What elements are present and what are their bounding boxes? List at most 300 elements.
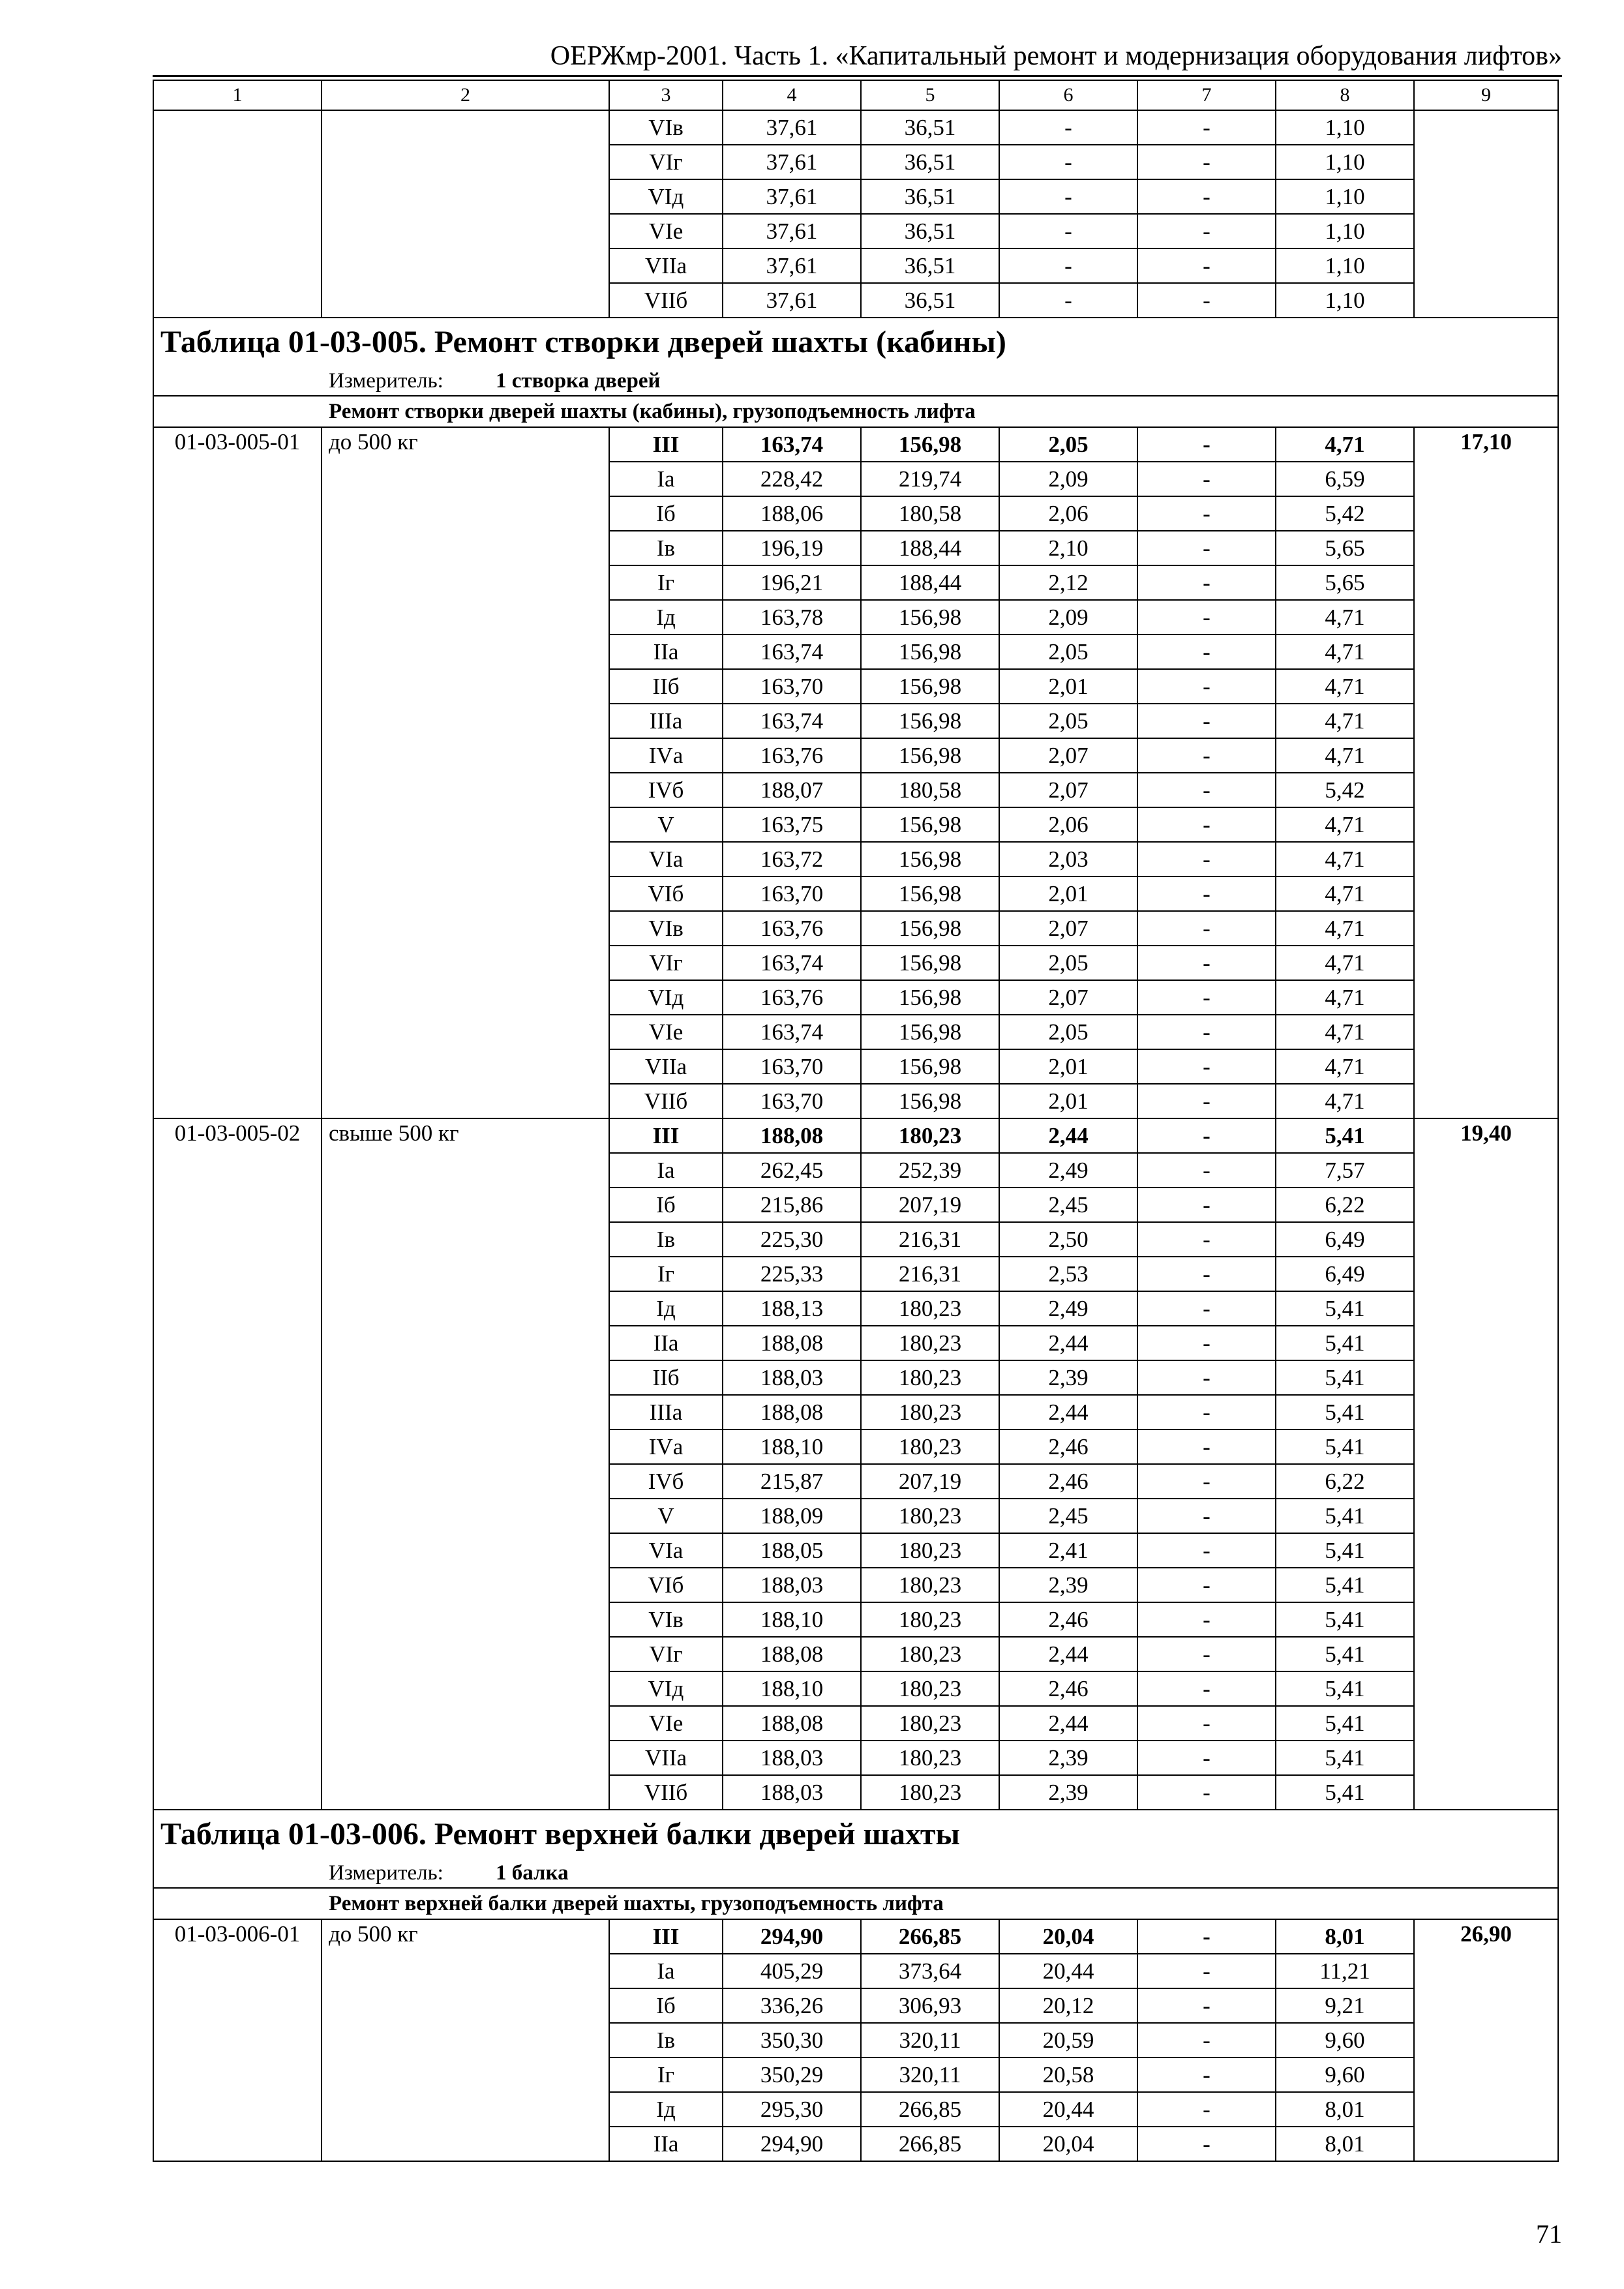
value-cell: 7,57 bbox=[1276, 1153, 1414, 1188]
value-cell: 180,23 bbox=[861, 1671, 999, 1706]
value-cell: 20,59 bbox=[999, 2023, 1137, 2057]
value-cell: - bbox=[1137, 1602, 1276, 1637]
value-cell: - bbox=[1137, 1222, 1276, 1257]
value-cell: VIIб bbox=[609, 283, 723, 318]
value-cell: 219,74 bbox=[861, 462, 999, 496]
value-cell: 8,01 bbox=[1276, 2092, 1414, 2127]
value-cell: 2,39 bbox=[999, 1741, 1137, 1775]
value-cell: 180,23 bbox=[861, 1499, 999, 1533]
value-cell: 180,23 bbox=[861, 1741, 999, 1775]
value-cell: 2,07 bbox=[999, 980, 1137, 1015]
value-cell: 350,29 bbox=[723, 2057, 861, 2092]
value-cell: VIа bbox=[609, 842, 723, 876]
value-cell: 225,30 bbox=[723, 1222, 861, 1257]
value-cell: 4,71 bbox=[1276, 1049, 1414, 1084]
value-cell: 20,04 bbox=[999, 2127, 1137, 2161]
value-cell: - bbox=[1137, 669, 1276, 704]
value-cell: - bbox=[1137, 876, 1276, 911]
value-cell: 156,98 bbox=[861, 1015, 999, 1049]
value-cell: VIIа bbox=[609, 1741, 723, 1775]
value-cell: Iа bbox=[609, 1954, 723, 1988]
value-cell: 9,60 bbox=[1276, 2023, 1414, 2057]
value-cell: 266,85 bbox=[861, 1919, 999, 1954]
value-cell: 2,10 bbox=[999, 531, 1137, 565]
value-cell: - bbox=[1137, 462, 1276, 496]
value-cell: IIа bbox=[609, 1326, 723, 1360]
value-cell: V bbox=[609, 807, 723, 842]
value-cell: III bbox=[609, 1118, 723, 1153]
value-cell: - bbox=[1137, 1533, 1276, 1568]
column-number: 9 bbox=[1414, 80, 1558, 110]
value-cell: - bbox=[1137, 1118, 1276, 1153]
value-cell: 163,74 bbox=[723, 1015, 861, 1049]
value-cell: 2,03 bbox=[999, 842, 1137, 876]
measure-label: Измеритель: bbox=[329, 369, 444, 393]
value-cell: 320,11 bbox=[861, 2057, 999, 2092]
value-cell: 188,07 bbox=[723, 773, 861, 807]
item-name: свыше 500 кг bbox=[322, 1118, 609, 1810]
value-cell: 156,98 bbox=[861, 911, 999, 946]
value-cell: 5,41 bbox=[1276, 1360, 1414, 1395]
value-cell: - bbox=[1137, 248, 1276, 283]
item-code: 01-03-006-01 bbox=[153, 1919, 322, 2161]
value-cell: 20,58 bbox=[999, 2057, 1137, 2092]
value-cell: 4,71 bbox=[1276, 635, 1414, 669]
item-name: до 500 кг bbox=[322, 427, 609, 1118]
value-cell: 163,70 bbox=[723, 1049, 861, 1084]
value-cell: 2,01 bbox=[999, 669, 1137, 704]
value-cell: 4,71 bbox=[1276, 669, 1414, 704]
value-cell: 207,19 bbox=[861, 1464, 999, 1499]
value-cell: 188,06 bbox=[723, 496, 861, 531]
value-cell: 180,23 bbox=[861, 1568, 999, 1602]
item-code: 01-03-005-02 bbox=[153, 1118, 322, 1810]
value-cell: - bbox=[1137, 1291, 1276, 1326]
price-table bbox=[153, 80, 1559, 2162]
value-cell: VIг bbox=[609, 946, 723, 980]
value-cell: 5,41 bbox=[1276, 1533, 1414, 1568]
running-header: ОЕРЖмр-2001. Часть 1. «Капитальный ремонт и модернизация оборудования лифтов» bbox=[550, 41, 1562, 71]
value-cell: 252,39 bbox=[861, 1153, 999, 1188]
value-cell: 6,59 bbox=[1276, 462, 1414, 496]
value-cell: - bbox=[1137, 635, 1276, 669]
value-cell: V bbox=[609, 1499, 723, 1533]
value-cell: - bbox=[1137, 842, 1276, 876]
value-cell: 36,51 bbox=[861, 283, 999, 318]
value-cell: - bbox=[1137, 946, 1276, 980]
value-cell: 5,41 bbox=[1276, 1326, 1414, 1360]
column-number: 6 bbox=[999, 80, 1137, 110]
value-cell: 1,10 bbox=[1276, 283, 1414, 318]
value-cell: 156,98 bbox=[861, 635, 999, 669]
value-cell: 180,23 bbox=[861, 1326, 999, 1360]
value-cell: 295,30 bbox=[723, 2092, 861, 2127]
value-cell: - bbox=[1137, 1257, 1276, 1291]
value-cell: IVа bbox=[609, 738, 723, 773]
value-cell: 2,05 bbox=[999, 1015, 1137, 1049]
value-cell: 180,23 bbox=[861, 1360, 999, 1395]
value-cell: 2,07 bbox=[999, 738, 1137, 773]
value-cell: 188,08 bbox=[723, 1395, 861, 1429]
value-cell: 163,74 bbox=[723, 946, 861, 980]
value-cell: 9,21 bbox=[1276, 1988, 1414, 2023]
value-cell: 405,29 bbox=[723, 1954, 861, 1988]
value-cell: 5,65 bbox=[1276, 565, 1414, 600]
value-cell: Iв bbox=[609, 531, 723, 565]
value-cell: 188,05 bbox=[723, 1533, 861, 1568]
value-cell: - bbox=[1137, 600, 1276, 635]
value-cell: Iб bbox=[609, 1988, 723, 2023]
value-cell: - bbox=[1137, 1637, 1276, 1671]
item-name: до 500 кг bbox=[322, 1919, 609, 2161]
value-cell: 1,10 bbox=[1276, 214, 1414, 248]
value-cell: 163,76 bbox=[723, 980, 861, 1015]
value-cell: 215,86 bbox=[723, 1188, 861, 1222]
value-cell: 320,11 bbox=[861, 2023, 999, 2057]
value-cell: IIIа bbox=[609, 704, 723, 738]
value-cell: - bbox=[1137, 1954, 1276, 1988]
value-cell: 2,05 bbox=[999, 946, 1137, 980]
value-cell: 163,74 bbox=[723, 635, 861, 669]
value-cell: 5,42 bbox=[1276, 773, 1414, 807]
value-cell: 6,49 bbox=[1276, 1222, 1414, 1257]
value-cell: - bbox=[1137, 1084, 1276, 1118]
value-cell: 4,71 bbox=[1276, 842, 1414, 876]
value-cell: 156,98 bbox=[861, 1084, 999, 1118]
value-cell: 180,23 bbox=[861, 1637, 999, 1671]
value-cell: 156,98 bbox=[861, 600, 999, 635]
value-cell: 2,44 bbox=[999, 1326, 1137, 1360]
section-subheader-row bbox=[153, 396, 1558, 427]
value-cell: Iд bbox=[609, 600, 723, 635]
value-cell: 156,98 bbox=[861, 669, 999, 704]
measure-cell bbox=[153, 367, 1558, 396]
measure-cell bbox=[153, 1859, 1558, 1888]
value-cell: VIб bbox=[609, 1568, 723, 1602]
value-cell: 163,78 bbox=[723, 600, 861, 635]
value-cell: - bbox=[1137, 1499, 1276, 1533]
value-cell: 215,87 bbox=[723, 1464, 861, 1499]
value-cell: Iв bbox=[609, 2023, 723, 2057]
value-cell: 2,44 bbox=[999, 1637, 1137, 1671]
section-subheader-row bbox=[153, 1888, 1558, 1919]
measure-value: 1 створка дверей bbox=[496, 369, 661, 393]
value-cell: - bbox=[1137, 1568, 1276, 1602]
value-cell: 336,26 bbox=[723, 1988, 861, 2023]
name-cell bbox=[322, 110, 609, 318]
value-cell: 9,60 bbox=[1276, 2057, 1414, 2092]
value-cell: 5,41 bbox=[1276, 1568, 1414, 1602]
value-cell: 36,51 bbox=[861, 110, 999, 145]
value-cell: 20,44 bbox=[999, 1954, 1137, 1988]
table-title-row bbox=[153, 1810, 1558, 1859]
value-cell: 4,71 bbox=[1276, 427, 1414, 462]
value-cell: 156,98 bbox=[861, 704, 999, 738]
value-cell: 2,49 bbox=[999, 1291, 1137, 1326]
value-cell: - bbox=[1137, 565, 1276, 600]
value-cell: 2,50 bbox=[999, 1222, 1137, 1257]
item-main-row bbox=[153, 1118, 1558, 1153]
table-title: Таблица 01-03-006. Ремонт верхней балки дверей шахты bbox=[153, 1810, 1558, 1859]
column-number: 1 bbox=[153, 80, 322, 110]
value-cell: 180,23 bbox=[861, 1429, 999, 1464]
value-cell: 196,21 bbox=[723, 565, 861, 600]
value-cell: 37,61 bbox=[723, 179, 861, 214]
value-cell: 6,49 bbox=[1276, 1257, 1414, 1291]
value-cell: IIб bbox=[609, 669, 723, 704]
value-cell: 2,39 bbox=[999, 1360, 1137, 1395]
value-cell: 188,08 bbox=[723, 1326, 861, 1360]
value-cell: VIа bbox=[609, 1533, 723, 1568]
value-cell: IVб bbox=[609, 773, 723, 807]
value-cell: 2,12 bbox=[999, 565, 1137, 600]
value-cell: - bbox=[1137, 1395, 1276, 1429]
value-cell: VIIб bbox=[609, 1084, 723, 1118]
value-cell: 5,41 bbox=[1276, 1775, 1414, 1810]
table-row bbox=[153, 110, 1558, 145]
value-cell: 156,98 bbox=[861, 946, 999, 980]
value-cell: 2,06 bbox=[999, 807, 1137, 842]
value-cell: 36,51 bbox=[861, 179, 999, 214]
value-cell: Iб bbox=[609, 496, 723, 531]
value-cell: 350,30 bbox=[723, 2023, 861, 2057]
value-cell: - bbox=[1137, 1360, 1276, 1395]
value-cell: 4,71 bbox=[1276, 1015, 1414, 1049]
value-cell: 5,41 bbox=[1276, 1429, 1414, 1464]
value-cell: 8,01 bbox=[1276, 2127, 1414, 2161]
value-cell: 196,19 bbox=[723, 531, 861, 565]
value-cell: 180,23 bbox=[861, 1775, 999, 1810]
value-cell: 188,10 bbox=[723, 1429, 861, 1464]
value-cell: 188,08 bbox=[723, 1118, 861, 1153]
value-cell: 188,44 bbox=[861, 565, 999, 600]
value-cell: 163,74 bbox=[723, 427, 861, 462]
value-cell: 11,21 bbox=[1276, 1954, 1414, 1988]
value-cell: 37,61 bbox=[723, 248, 861, 283]
value-cell: - bbox=[999, 145, 1137, 179]
value-cell: 4,71 bbox=[1276, 1084, 1414, 1118]
value-cell: 180,23 bbox=[861, 1395, 999, 1429]
measure-row bbox=[153, 367, 1558, 396]
value-cell: 216,31 bbox=[861, 1257, 999, 1291]
value-cell: - bbox=[1137, 1326, 1276, 1360]
value-cell: Iд bbox=[609, 2092, 723, 2127]
value-cell: 36,51 bbox=[861, 214, 999, 248]
value-cell: 2,01 bbox=[999, 876, 1137, 911]
value-cell: - bbox=[999, 248, 1137, 283]
value-cell: VIIа bbox=[609, 248, 723, 283]
value-cell: - bbox=[1137, 1775, 1276, 1810]
value-cell: 2,46 bbox=[999, 1464, 1137, 1499]
value-cell: - bbox=[1137, 1741, 1276, 1775]
value-cell: - bbox=[1137, 980, 1276, 1015]
value-cell: - bbox=[1137, 2023, 1276, 2057]
value-cell: 180,23 bbox=[861, 1602, 999, 1637]
column-number: 7 bbox=[1137, 80, 1276, 110]
value-cell: - bbox=[1137, 110, 1276, 145]
value-cell: 5,41 bbox=[1276, 1706, 1414, 1741]
value-cell: 4,71 bbox=[1276, 980, 1414, 1015]
value-cell: 4,71 bbox=[1276, 704, 1414, 738]
value-cell: - bbox=[1137, 911, 1276, 946]
value-cell: 188,03 bbox=[723, 1775, 861, 1810]
value-cell: 2,05 bbox=[999, 427, 1137, 462]
value-cell: 5,41 bbox=[1276, 1671, 1414, 1706]
value-cell: 2,05 bbox=[999, 704, 1137, 738]
value-cell: 5,41 bbox=[1276, 1395, 1414, 1429]
value-cell: Iд bbox=[609, 1291, 723, 1326]
value-cell: - bbox=[1137, 531, 1276, 565]
value-cell: 4,71 bbox=[1276, 807, 1414, 842]
value-cell: Iа bbox=[609, 1153, 723, 1188]
value-cell: 2,06 bbox=[999, 496, 1137, 531]
value-cell: 2,07 bbox=[999, 911, 1137, 946]
value-cell: 188,13 bbox=[723, 1291, 861, 1326]
value-cell: - bbox=[1137, 2092, 1276, 2127]
item-total: 17,10 bbox=[1414, 427, 1558, 1118]
value-cell: - bbox=[1137, 738, 1276, 773]
value-cell: IIа bbox=[609, 2127, 723, 2161]
value-cell: 2,44 bbox=[999, 1706, 1137, 1741]
value-cell: - bbox=[999, 179, 1137, 214]
measure-value: 1 балка bbox=[496, 1861, 569, 1885]
value-cell: - bbox=[1137, 1464, 1276, 1499]
value-cell: 6,22 bbox=[1276, 1464, 1414, 1499]
value-cell: Iг bbox=[609, 1257, 723, 1291]
value-cell: 2,46 bbox=[999, 1602, 1137, 1637]
value-cell: Iг bbox=[609, 565, 723, 600]
value-cell: - bbox=[1137, 179, 1276, 214]
item-main-row bbox=[153, 1919, 1558, 1954]
header-rule bbox=[153, 75, 1562, 77]
value-cell: 36,51 bbox=[861, 248, 999, 283]
value-cell: VIе bbox=[609, 1706, 723, 1741]
value-cell: - bbox=[999, 283, 1137, 318]
value-cell: 188,03 bbox=[723, 1568, 861, 1602]
value-cell: 2,49 bbox=[999, 1153, 1137, 1188]
value-cell: Iа bbox=[609, 462, 723, 496]
value-cell: IIа bbox=[609, 635, 723, 669]
value-cell: - bbox=[1137, 1153, 1276, 1188]
value-cell: 2,39 bbox=[999, 1775, 1137, 1810]
item-main-row bbox=[153, 427, 1558, 462]
value-cell: 180,23 bbox=[861, 1533, 999, 1568]
value-cell: 188,44 bbox=[861, 531, 999, 565]
value-cell: 36,51 bbox=[861, 145, 999, 179]
value-cell: 306,93 bbox=[861, 1988, 999, 2023]
value-cell: IVб bbox=[609, 1464, 723, 1499]
value-cell: 1,10 bbox=[1276, 248, 1414, 283]
value-cell: IVа bbox=[609, 1429, 723, 1464]
column-number: 5 bbox=[861, 80, 999, 110]
value-cell: 225,33 bbox=[723, 1257, 861, 1291]
value-cell: VIв bbox=[609, 110, 723, 145]
value-cell: 262,45 bbox=[723, 1153, 861, 1188]
value-cell: 180,58 bbox=[861, 773, 999, 807]
value-cell: - bbox=[1137, 1671, 1276, 1706]
column-number: 4 bbox=[723, 80, 861, 110]
value-cell: 2,46 bbox=[999, 1429, 1137, 1464]
value-cell: 20,12 bbox=[999, 1988, 1137, 2023]
value-cell: 156,98 bbox=[861, 980, 999, 1015]
value-cell: 163,70 bbox=[723, 1084, 861, 1118]
value-cell: 5,41 bbox=[1276, 1602, 1414, 1637]
value-cell: - bbox=[1137, 1429, 1276, 1464]
value-cell: VIIб bbox=[609, 1775, 723, 1810]
value-cell: VIе bbox=[609, 1015, 723, 1049]
value-cell: 20,04 bbox=[999, 1919, 1137, 1954]
value-cell: 188,08 bbox=[723, 1637, 861, 1671]
item-total: 26,90 bbox=[1414, 1919, 1558, 2161]
value-cell: 180,23 bbox=[861, 1706, 999, 1741]
value-cell: 2,45 bbox=[999, 1499, 1137, 1533]
code-cell bbox=[153, 110, 322, 318]
value-cell: 156,98 bbox=[861, 807, 999, 842]
value-cell: 228,42 bbox=[723, 462, 861, 496]
value-cell: VIв bbox=[609, 1602, 723, 1637]
column-number: 3 bbox=[609, 80, 723, 110]
value-cell: - bbox=[1137, 807, 1276, 842]
value-cell: - bbox=[1137, 214, 1276, 248]
value-cell: - bbox=[1137, 1706, 1276, 1741]
value-cell: - bbox=[1137, 1188, 1276, 1222]
item-total: 19,40 bbox=[1414, 1118, 1558, 1810]
section-subheader: Ремонт створки дверей шахты (кабины), грузоподъемность лифта bbox=[153, 396, 1558, 427]
value-cell: 2,53 bbox=[999, 1257, 1137, 1291]
value-cell: - bbox=[1137, 773, 1276, 807]
value-cell: 373,64 bbox=[861, 1954, 999, 1988]
value-cell: VIд bbox=[609, 980, 723, 1015]
value-cell: 163,74 bbox=[723, 704, 861, 738]
value-cell: Iб bbox=[609, 1188, 723, 1222]
value-cell: 163,70 bbox=[723, 876, 861, 911]
total-cell bbox=[1414, 110, 1558, 318]
value-cell: 37,61 bbox=[723, 283, 861, 318]
value-cell: - bbox=[1137, 704, 1276, 738]
value-cell: 5,41 bbox=[1276, 1499, 1414, 1533]
value-cell: 2,01 bbox=[999, 1084, 1137, 1118]
value-cell: 37,61 bbox=[723, 214, 861, 248]
value-cell: - bbox=[1137, 1015, 1276, 1049]
value-cell: 156,98 bbox=[861, 738, 999, 773]
column-number-row bbox=[153, 80, 1558, 110]
value-cell: III bbox=[609, 1919, 723, 1954]
value-cell: 5,42 bbox=[1276, 496, 1414, 531]
value-cell: 2,44 bbox=[999, 1118, 1137, 1153]
value-cell: 4,71 bbox=[1276, 911, 1414, 946]
value-cell: 2,41 bbox=[999, 1533, 1137, 1568]
value-cell: - bbox=[1137, 2127, 1276, 2161]
value-cell: 4,71 bbox=[1276, 946, 1414, 980]
value-cell: 188,09 bbox=[723, 1499, 861, 1533]
value-cell: 20,44 bbox=[999, 2092, 1137, 2127]
value-cell: 2,44 bbox=[999, 1395, 1137, 1429]
value-cell: 163,76 bbox=[723, 738, 861, 773]
value-cell: 4,71 bbox=[1276, 876, 1414, 911]
value-cell: 8,01 bbox=[1276, 1919, 1414, 1954]
value-cell: 5,65 bbox=[1276, 531, 1414, 565]
value-cell: 2,39 bbox=[999, 1568, 1137, 1602]
value-cell: 2,45 bbox=[999, 1188, 1137, 1222]
value-cell: 4,71 bbox=[1276, 600, 1414, 635]
value-cell: IIIа bbox=[609, 1395, 723, 1429]
value-cell: VIг bbox=[609, 145, 723, 179]
value-cell: 1,10 bbox=[1276, 179, 1414, 214]
value-cell: 163,75 bbox=[723, 807, 861, 842]
value-cell: - bbox=[1137, 145, 1276, 179]
value-cell: 163,76 bbox=[723, 911, 861, 946]
item-code: 01-03-005-01 bbox=[153, 427, 322, 1118]
